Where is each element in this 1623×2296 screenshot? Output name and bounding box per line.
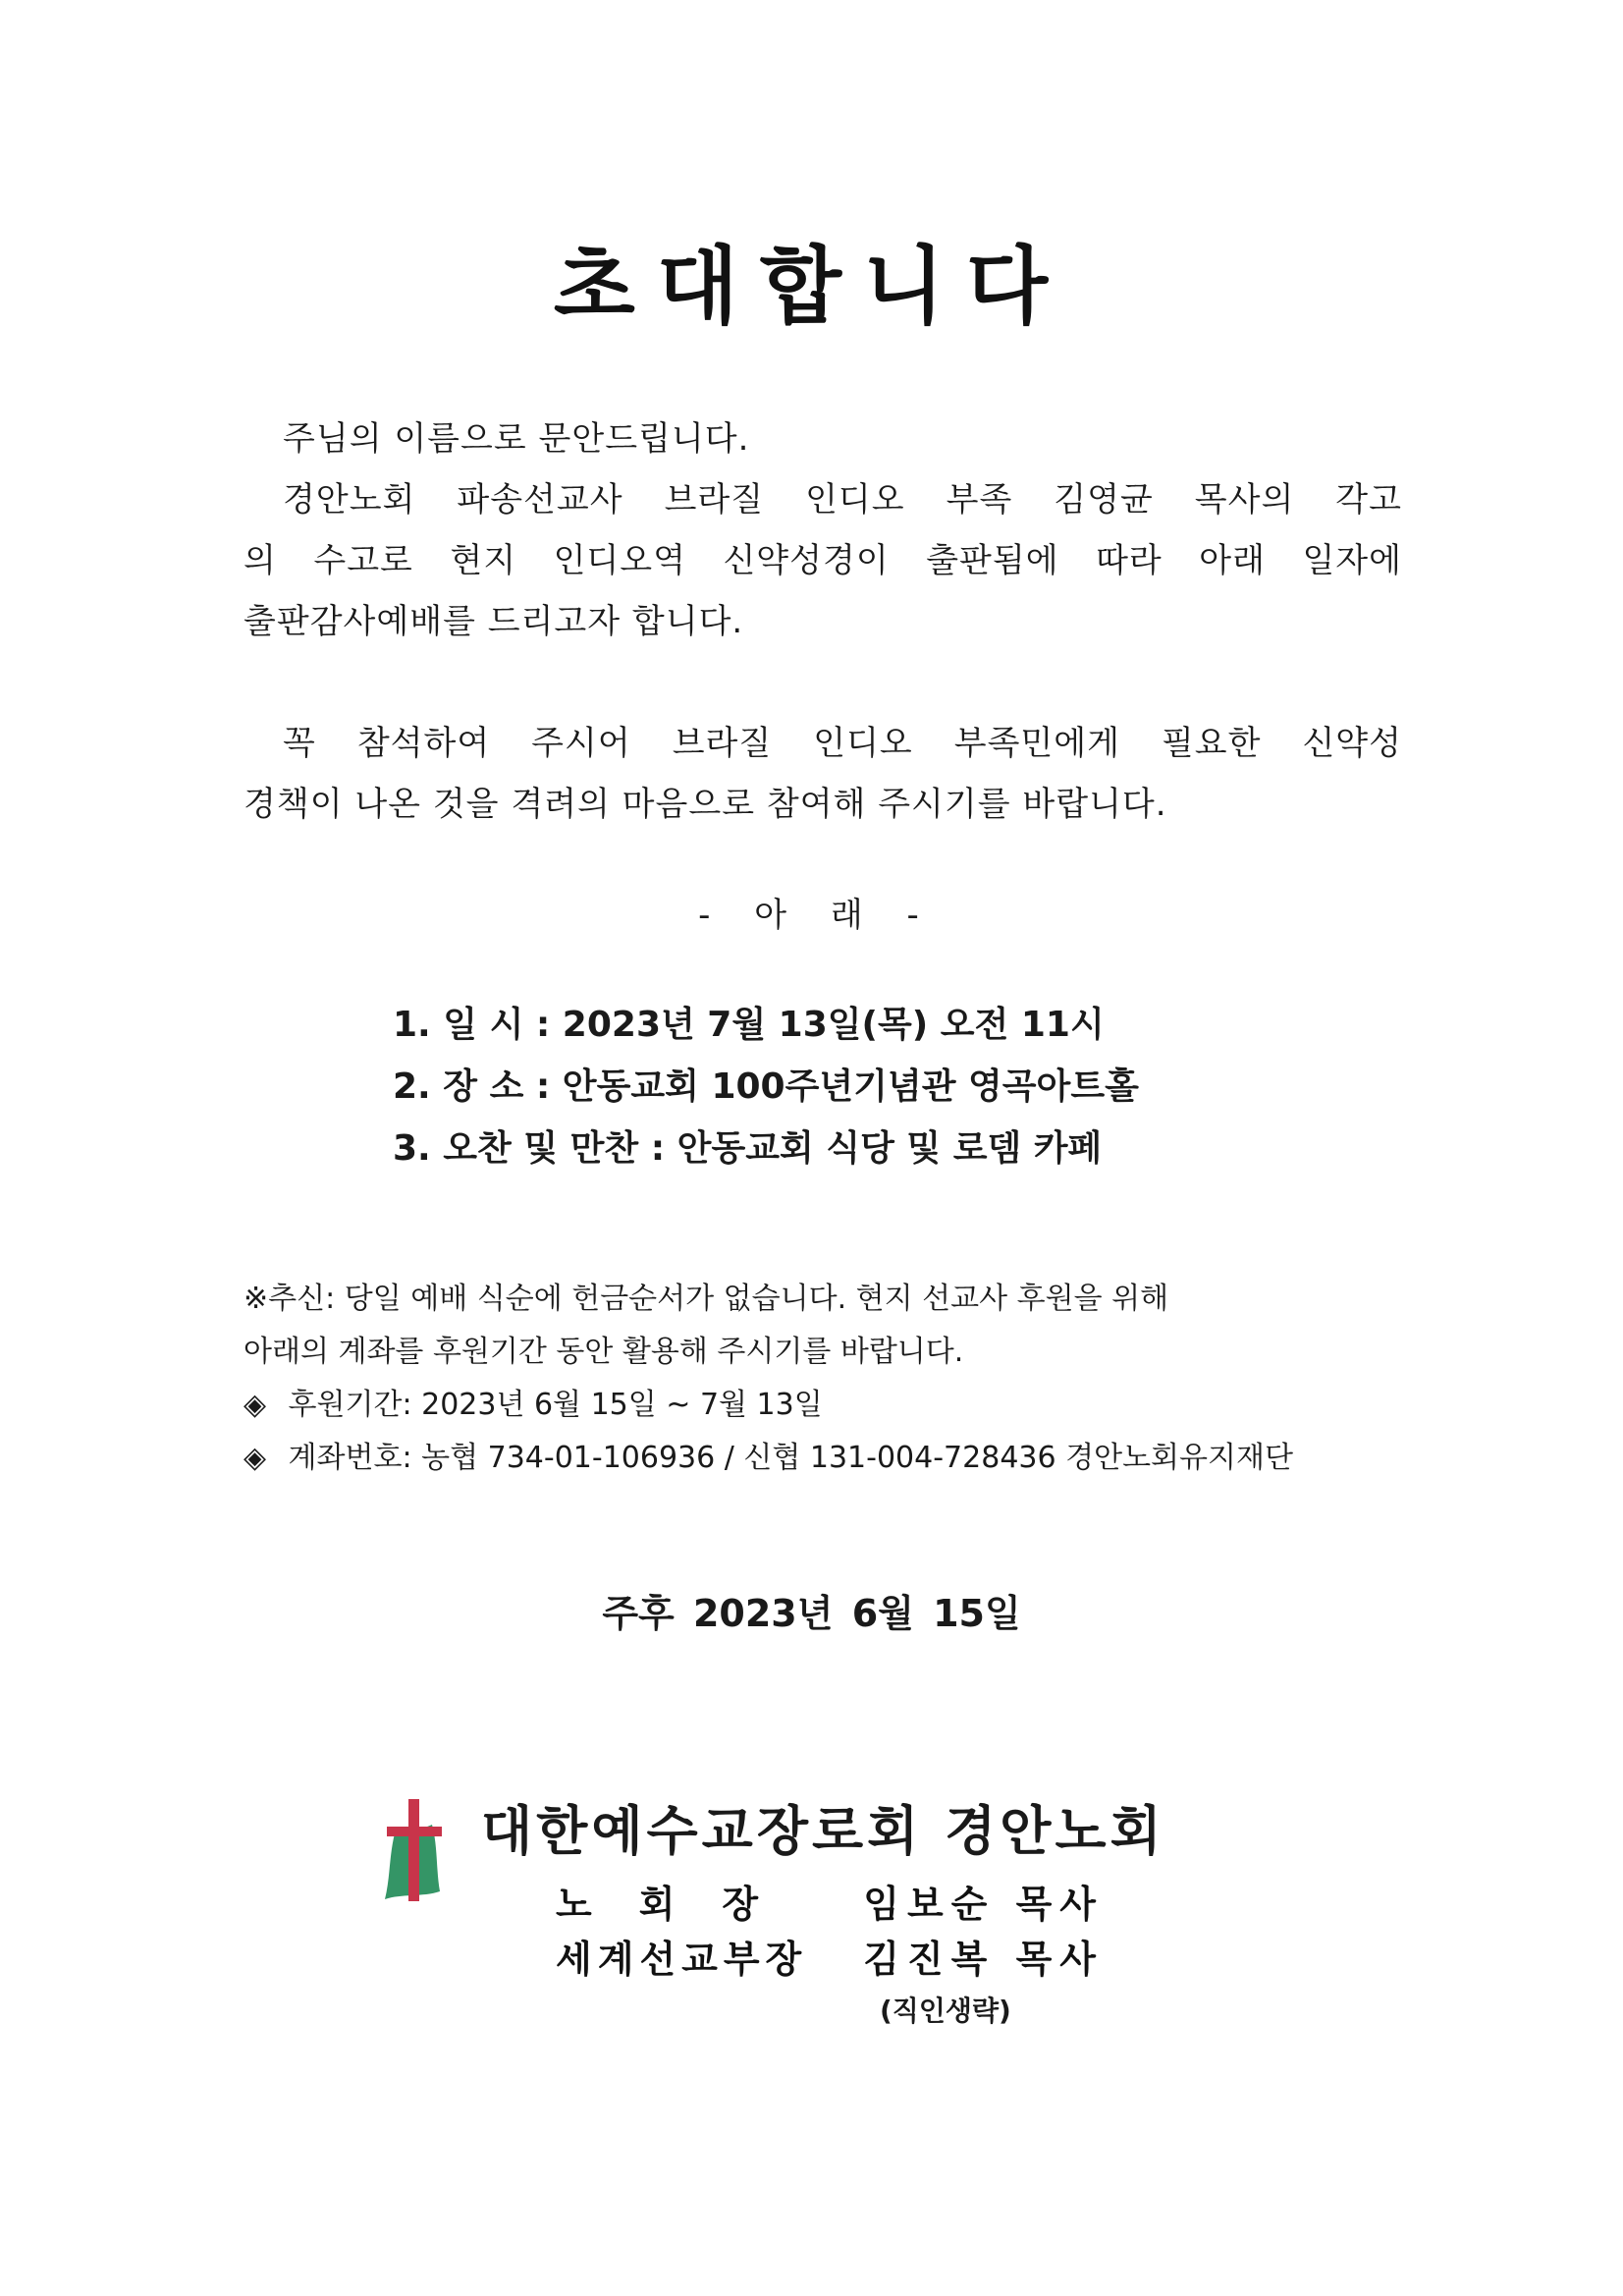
intro-paragraph [243,409,1402,652]
paragraph-line: 경책이 나온 것을 격려의 마음으로 참여해 주시기를 바랍니다. [243,785,1167,824]
paragraph-line: 경안노회 파송선교사 브라질 인디오 부족 김영균 목사의 각고 [283,480,1402,519]
support-period-text: 후원기간: 2023년 6월 15일 ~ 7월 13일 [288,1388,823,1422]
section-heading: - 아 래 - [698,896,925,935]
postscript-line: ※추신: 당일 예배 식순에 헌금순서가 없습니다. 현지 선교사 후원을 위해 [243,1282,1169,1316]
account-number-text: 계좌번호: 농협 734-01-106936 / 신협 131-004-728436 경안노회유지재단 [288,1441,1293,1475]
greeting-line: 주님의 이름으로 문안드립니다. [283,419,750,459]
detail-item-location: 2. 장 소 : 안동교회 100주년기념관 영곡아트홀 [393,1066,1139,1107]
paragraph-line: 의 수고로 현지 인디오역 신약성경이 출판됨에 따라 아래 일자에 [243,541,1402,580]
support-period-item [243,1379,1412,1432]
paragraph-line: 출판감사예배를 드리고자 합니다. [243,602,744,641]
request-paragraph [243,713,1402,835]
signer-role: 세계선교부장 [556,1938,808,1981]
detail-item-meal: 3. 오찬 및 만찬 : 안동교회 식당 및 로뎀 카페 [393,1128,1103,1169]
page-title: 초대합니다 [553,237,1070,336]
postscript-notes [243,1273,1412,1485]
paragraph-line: 꼭 참석하여 주시어 브라질 인디오 부족민에게 필요한 신약성 [283,724,1402,763]
organization-name: 대한예수교장로회 경안노회 [481,1799,1165,1862]
issue-date: 주후 2023년 6월 15일 [602,1592,1021,1635]
church-cross-logo-icon [379,1797,448,1903]
signer-moderator [556,1874,1104,1928]
signer-name: 김진복 목사 [863,1938,1105,1981]
signer-name: 임보순 목사 [863,1883,1105,1926]
signer-mission-director [556,1929,1104,1983]
diamond-bullet-icon: ◈ [243,1441,267,1475]
account-number-item [243,1432,1412,1485]
diamond-bullet-icon: ◈ [243,1388,267,1422]
signer-role: 노회장 [556,1883,806,1926]
detail-item-datetime: 1. 일 시 : 2023년 7월 13일(목) 오전 11시 [393,1005,1105,1045]
event-details-list [393,994,1276,1179]
seal-omitted-note: (직인생략) [880,1995,1011,2027]
postscript-line: 아래의 계좌를 후원기간 동안 활용해 주시기를 바랍니다. [243,1335,964,1369]
